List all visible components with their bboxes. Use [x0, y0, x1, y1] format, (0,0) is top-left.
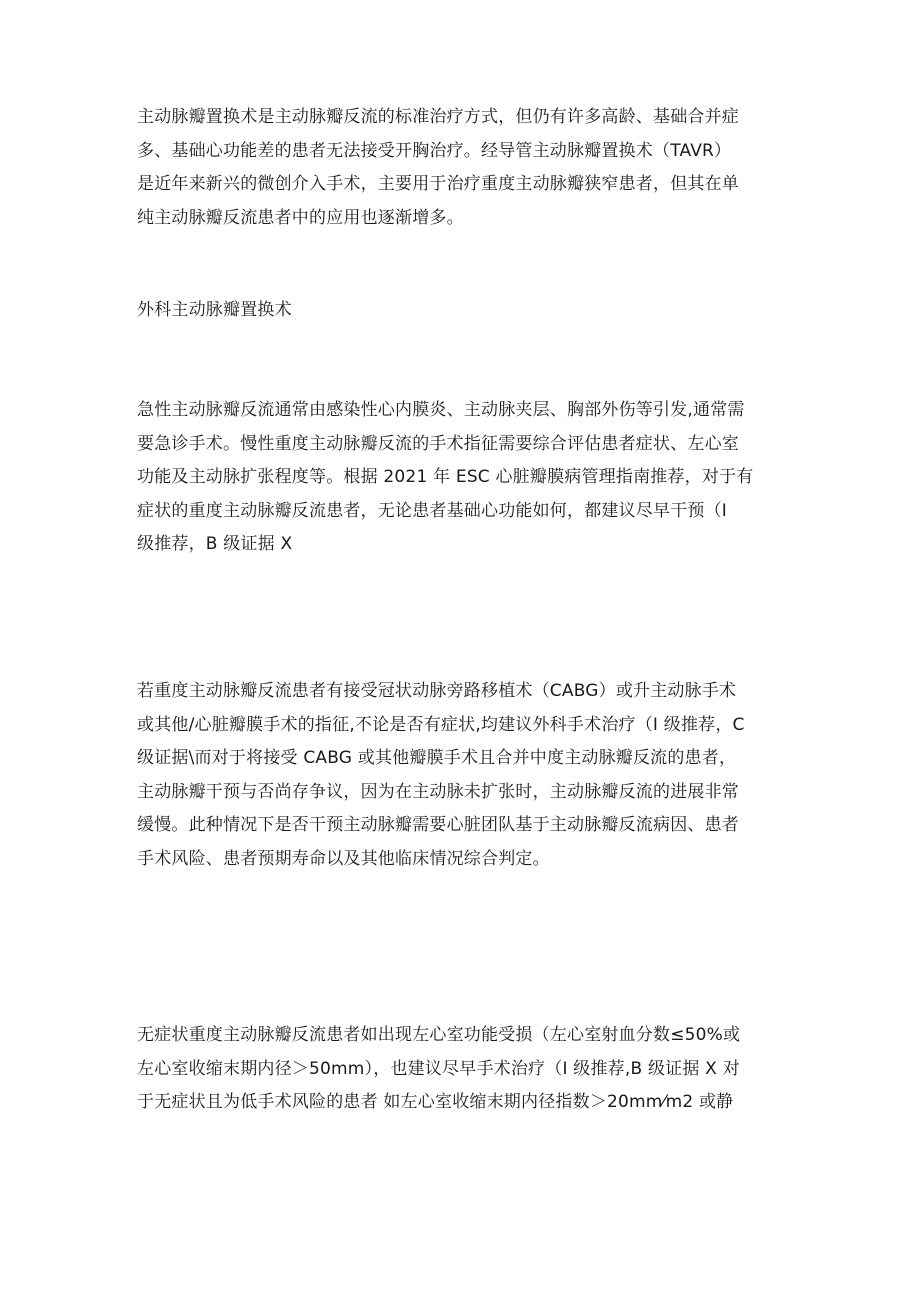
- text-line: 级证据\而对于将接受 CABG 或其他瓣膜手术且合并中度主动脉瓣反流的患者，: [137, 748, 737, 768]
- section-heading: [137, 294, 787, 328]
- text-line: 纯主动脉瓣反流患者中的应用也逐渐增多。: [137, 207, 464, 228]
- text-line: 手术风险、患者预期寿命以及其他临床情况综合判定。: [137, 848, 550, 869]
- text-line: 缓慢。此种情况下是否干预主动脉瓣需要心脏团队基于主动脉瓣反流病因、患者: [137, 815, 739, 835]
- text-line: 若重度主动脉瓣反流患者有接受冠状动脉旁路移植术（CABG）或升主动脉手术: [137, 681, 737, 701]
- paragraph-tavr-intro: [137, 101, 787, 235]
- heading-text: 外科主动脉瓣置换术: [137, 300, 292, 320]
- text-line: 症状的重度主动脉瓣反流患者，无论患者基础心功能如何，都建议尽早干预（I: [137, 500, 728, 521]
- paragraph-asymptomatic: [137, 1019, 787, 1120]
- text-line: 是近年来新兴的微创介入手术，主要用于治疗重度主动脉瓣狭窄患者，但其在单: [137, 174, 739, 194]
- text-line: 或其他/心脏瓣膜手术的指征,不论是否有症状,均建议外科手术治疗（I 级推荐，C: [137, 714, 745, 735]
- text-line: 主动脉瓣置换术是主动脉瓣反流的标准治疗方式，但仍有许多高龄、基础合并症: [137, 107, 739, 127]
- text-line: 左心室收缩末期内径＞50mm），也建议尽早手术治疗（I 级推荐,B 级证据 X 对: [137, 1058, 740, 1079]
- paragraph-acute-regurgitation: [137, 394, 787, 562]
- text-line: 急性主动脉瓣反流通常由感染性心内膜炎、主动脉夹层、胸部外伤等引发,通常需: [137, 400, 745, 420]
- text-line: 多、基础心功能差的患者无法接受开胸治疗。经导管主动脉瓣置换术（TAVR）: [137, 140, 732, 161]
- text-line: 于无症状且为低手术风险的患者 如左心室收缩末期内径指数＞20mm⁄m2 或静: [137, 1092, 734, 1112]
- paragraph-cabg-indication: [137, 675, 787, 876]
- text-line: 主动脉瓣干预与否尚存争议，因为在主动脉未扩张时，主动脉瓣反流的进展非常: [137, 781, 739, 802]
- text-line: 要急诊手术。慢性重度主动脉瓣反流的手术指征需要综合评估患者症状、左心室: [137, 433, 739, 454]
- text-line: 无症状重度主动脉瓣反流患者如出现左心室功能受损（左心室射血分数≤50%或: [137, 1025, 741, 1045]
- text-line: 功能及主动脉扩张程度等。根据 2021 年 ESC 心脏瓣膜病管理指南推荐，对于有: [137, 467, 754, 487]
- text-line: 级推荐，B 级证据 X: [137, 534, 293, 554]
